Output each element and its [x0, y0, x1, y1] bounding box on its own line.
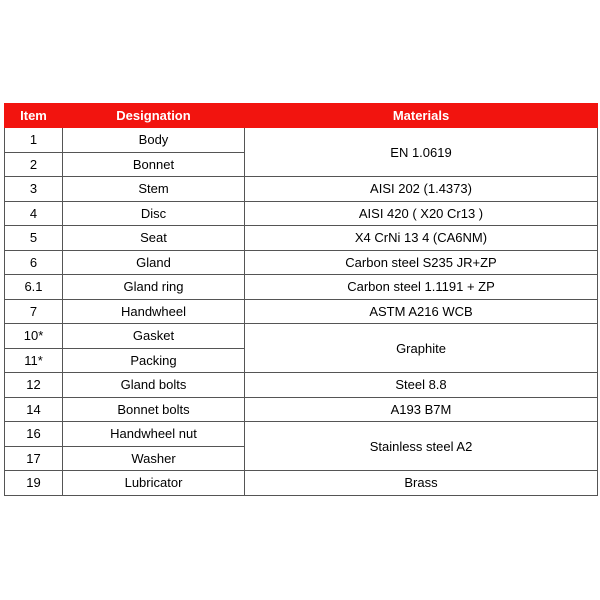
item-number: 11* — [5, 348, 63, 373]
table-row — [5, 299, 598, 324]
table-body — [5, 128, 598, 496]
designation-cell: Body — [63, 128, 245, 153]
designation-cell: Handwheel nut — [63, 422, 245, 447]
table-row — [5, 177, 598, 202]
material-cell: AISI 420 ( X20 Cr13 ) — [245, 201, 598, 226]
designation-cell: Gland ring — [63, 275, 245, 300]
table-row — [5, 226, 598, 251]
designation-cell: Disc — [63, 201, 245, 226]
table-row — [5, 373, 598, 398]
item-number: 16 — [5, 422, 63, 447]
designation-cell: Seat — [63, 226, 245, 251]
item-number: 6.1 — [5, 275, 63, 300]
material-cell: Stainless steel A2 — [245, 422, 598, 471]
designation-cell: Bonnet — [63, 152, 245, 177]
table-row — [5, 128, 598, 153]
designation-cell: Stem — [63, 177, 245, 202]
designation-cell: Bonnet bolts — [63, 397, 245, 422]
item-number: 12 — [5, 373, 63, 398]
item-number: 3 — [5, 177, 63, 202]
item-number: 4 — [5, 201, 63, 226]
designation-cell: Washer — [63, 446, 245, 471]
material-cell: Carbon steel S235 JR+ZP — [245, 250, 598, 275]
designation-cell: Lubricator — [63, 471, 245, 496]
designation-cell: Handwheel — [63, 299, 245, 324]
item-number: 10* — [5, 324, 63, 349]
table-row — [5, 422, 598, 447]
material-cell: AISI 202 (1.4373) — [245, 177, 598, 202]
table-header — [5, 104, 598, 128]
item-number: 6 — [5, 250, 63, 275]
header-designation: Designation — [63, 104, 245, 128]
item-number: 5 — [5, 226, 63, 251]
table-row — [5, 471, 598, 496]
material-cell: Brass — [245, 471, 598, 496]
material-cell: EN 1.0619 — [245, 128, 598, 177]
table-row — [5, 201, 598, 226]
material-cell: Carbon steel 1.1191 + ZP — [245, 275, 598, 300]
designation-cell: Packing — [63, 348, 245, 373]
designation-cell: Gland — [63, 250, 245, 275]
item-number: 14 — [5, 397, 63, 422]
designation-cell: Gasket — [63, 324, 245, 349]
header-item: Item — [5, 104, 63, 128]
designation-cell: Gland bolts — [63, 373, 245, 398]
item-number: 17 — [5, 446, 63, 471]
table-row — [5, 275, 598, 300]
item-number: 2 — [5, 152, 63, 177]
material-cell: ASTM A216 WCB — [245, 299, 598, 324]
table-row — [5, 250, 598, 275]
header-materials: Materials — [245, 104, 598, 128]
material-cell: X4 CrNi 13 4 (CA6NM) — [245, 226, 598, 251]
table-row — [5, 324, 598, 349]
materials-table — [4, 103, 598, 496]
item-number: 1 — [5, 128, 63, 153]
item-number: 7 — [5, 299, 63, 324]
item-number: 19 — [5, 471, 63, 496]
table-row — [5, 397, 598, 422]
header-row — [5, 104, 598, 128]
material-cell: Graphite — [245, 324, 598, 373]
material-cell: A193 B7M — [245, 397, 598, 422]
material-cell: Steel 8.8 — [245, 373, 598, 398]
